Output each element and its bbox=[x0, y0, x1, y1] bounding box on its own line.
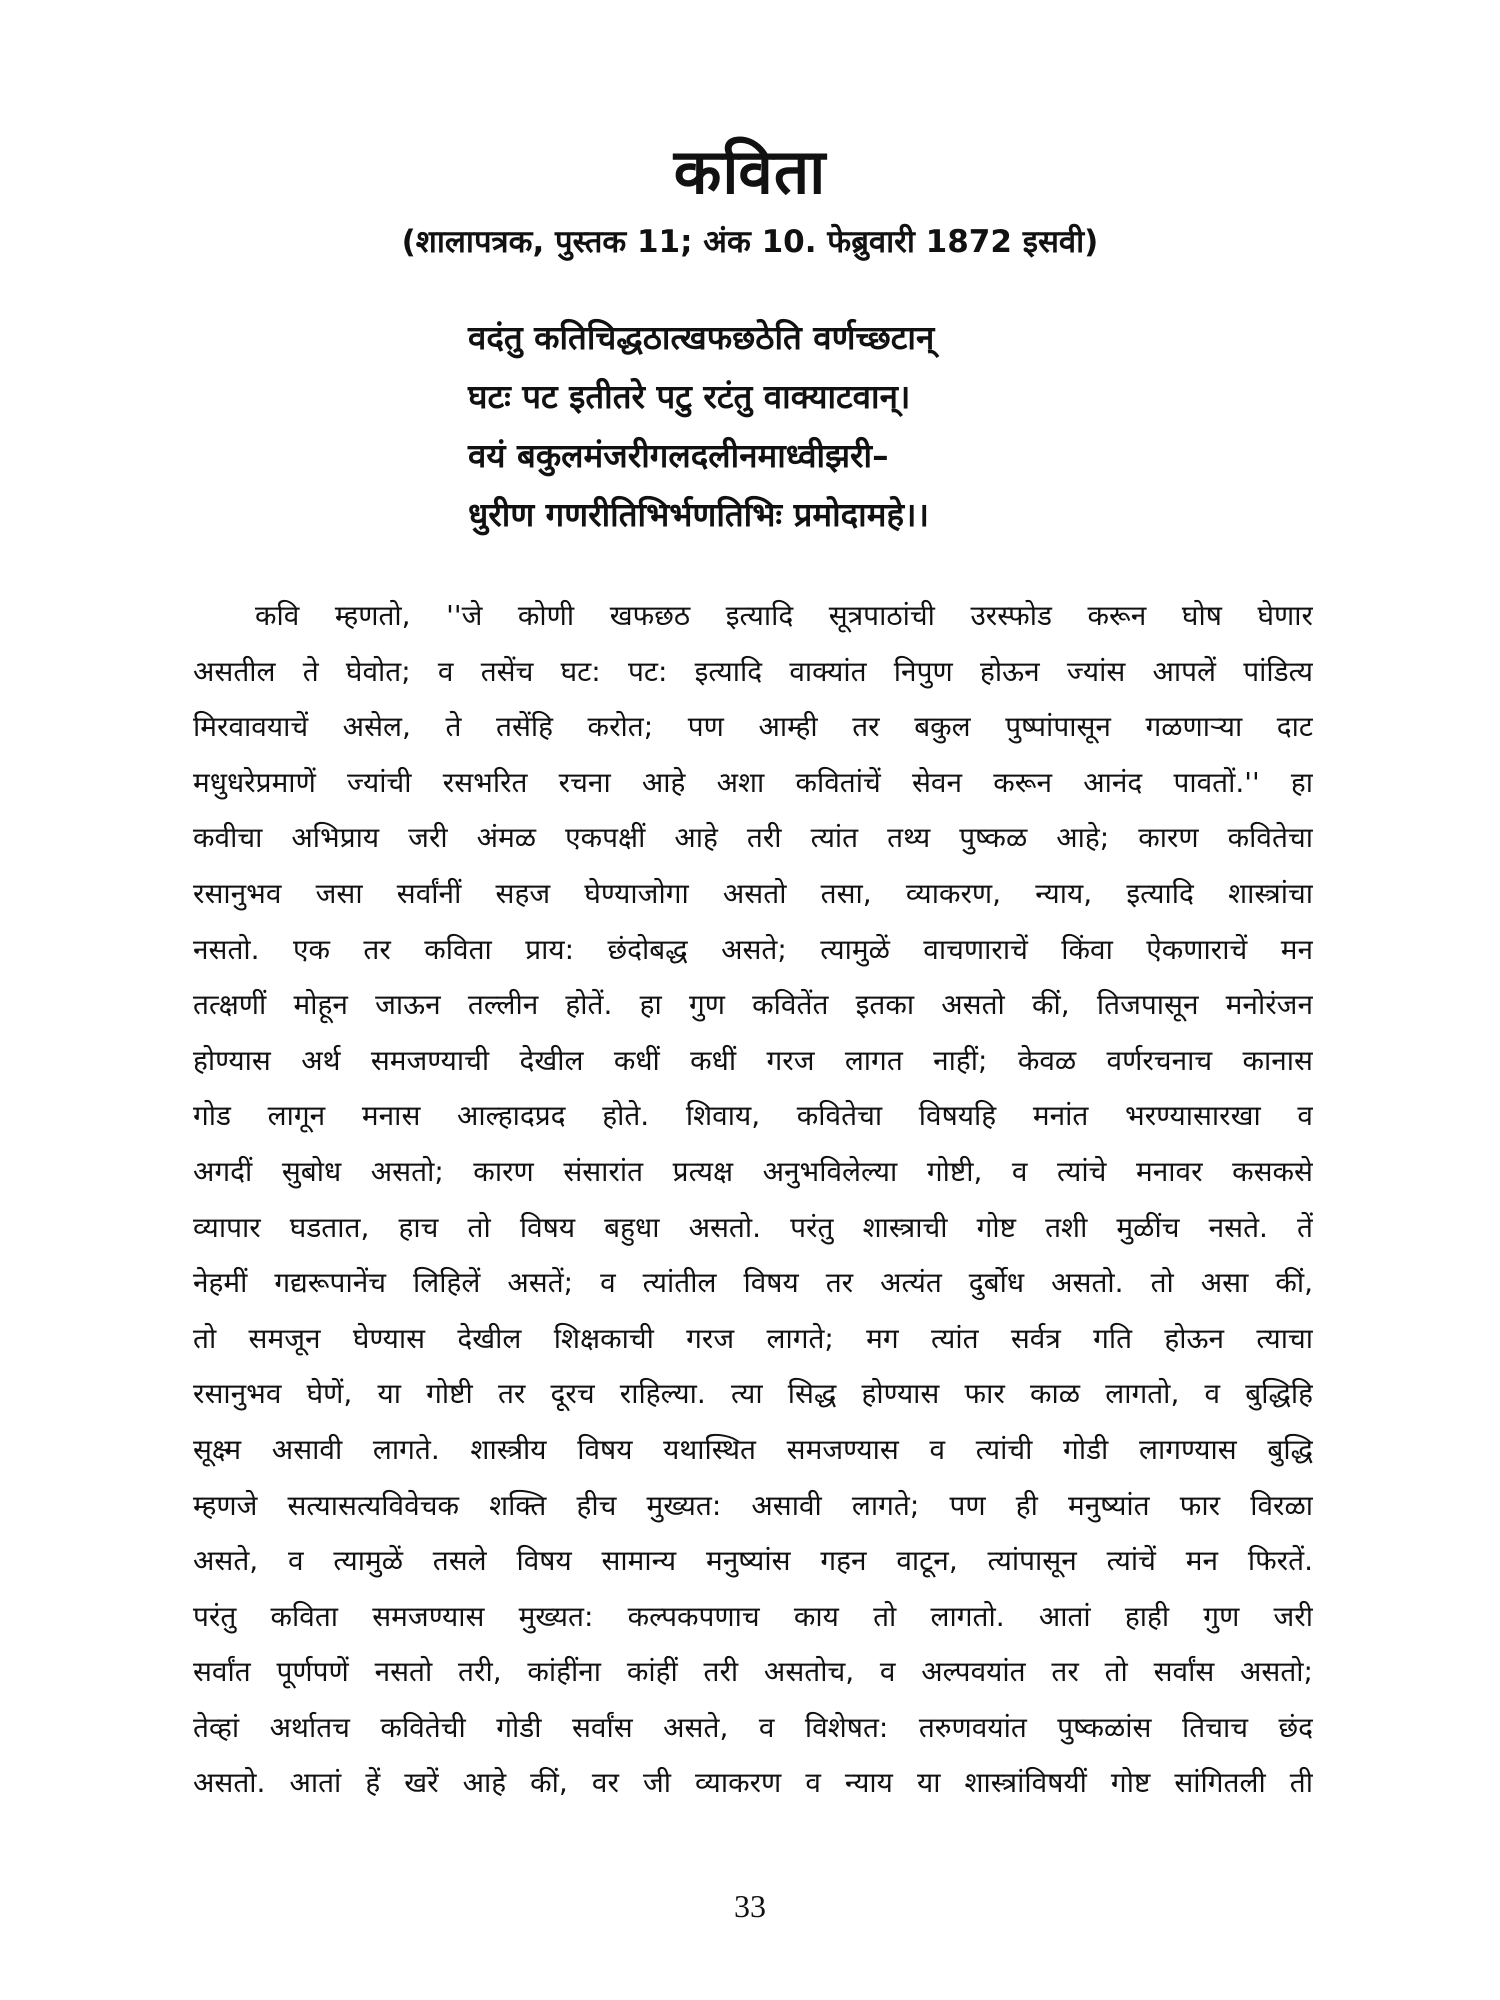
paragraph-line: व्यापार घडतात, हाच तो विषय बहुधा असतो. परंतु शास्त्राची गोष्ट तशी मुळींच नसते. तें bbox=[193, 1210, 1313, 1244]
verse-line: वदंतु कतिचिद्धठात्खफछठेति वर्णच्छटान् bbox=[468, 318, 935, 357]
verse-line: घटः पट इतीतरे पटु रटंतु वाक्याटवान्। bbox=[468, 377, 911, 416]
paragraph-line: मधुधरेप्रमाणें ज्यांची रसभरित रचना आहे अशा कवितांचें सेवन करून आनंद पावतों.'' हा bbox=[193, 765, 1313, 799]
paragraph-line: नसतो. एक तर कविता प्राय: छंदोबद्ध असते; त्यामुळें वाचणाराचें किंवा ऐकणाराचें मन bbox=[193, 932, 1313, 966]
body-paragraph bbox=[193, 588, 1313, 1811]
paragraph-line: म्हणजे सत्यासत्यविवेचक शक्ति हीच मुख्यत: असावी लागते; पण ही मनुष्यांत फार विरळा bbox=[193, 1488, 1313, 1522]
source-citation: (शालापत्रक, पुस्तक 11; अंक 10. फेब्रुवारी 1872 इसवी) bbox=[401, 224, 1099, 260]
paragraph-line: तत्क्षणीं मोहून जाऊन तल्लीन होतें. हा गुण कवितेंत इतका असतो कीं, तिजपासून मनोरंजन bbox=[193, 988, 1313, 1022]
paragraph-line: अगदीं सुबोध असतो; कारण संसारांत प्रत्यक्ष अनुभविलेल्या गोष्टी, व त्यांचे मनावर कसकसे bbox=[193, 1154, 1313, 1188]
paragraph-line: असतो. आतां हें खरें आहे कीं, वर जी व्याकरण व न्याय या शास्त्रांविषयीं गोष्ट सांगितली ती bbox=[193, 1766, 1313, 1800]
paragraph-line: तो समजून घेण्यास देखील शिक्षकाची गरज लागते; मग त्यांत सर्वत्र गति होऊन त्याचा bbox=[193, 1321, 1313, 1355]
page-title: कविता bbox=[673, 135, 827, 208]
page-number: 33 bbox=[734, 1888, 766, 1924]
paragraph-line: रसानुभव जसा सर्वांनीं सहज घेण्याजोगा असतो तसा, व्याकरण, न्याय, इत्यादि शास्त्रांचा bbox=[193, 876, 1313, 910]
verse-line: धुरीण गणरीतिभिर्भणतिभिः प्रमोदामहे।। bbox=[468, 495, 929, 534]
paragraph-line: असते, व त्यामुळें तसले विषय सामान्य मनुष्यांस गहन वाटून, त्यांपासून त्यांचें मन फिरतें. bbox=[193, 1544, 1313, 1578]
paragraph-line: कवि म्हणतो, ''जे कोणी खफछठ इत्यादि सूत्रपाठांची उरस्फोड करून घोष घेणार bbox=[255, 599, 1313, 632]
paragraph-line: परंतु कविता समजण्यास मुख्यत: कल्पकपणाच काय तो लागतो. आतां हाही गुण जरी bbox=[193, 1599, 1313, 1633]
sanskrit-verse bbox=[468, 308, 1468, 544]
paragraph-line: मिरवावयाचें असेल, ते तसेंहि करोत; पण आम्ही तर बकुल पुष्पांपासून गळणाऱ्या दाट bbox=[193, 710, 1313, 744]
paragraph-line: गोड लागून मनास आल्हादप्रद होते. शिवाय, कवितेचा विषयहि मनांत भरण्यासारखा व bbox=[193, 1099, 1313, 1133]
paragraph-line: तेव्हां अर्थातच कवितेची गोडी सर्वांस असते, व विशेषत: तरुणवयांत पुष्कळांस तिचाच छंद bbox=[193, 1710, 1313, 1744]
paragraph-line: असतील ते घेवोत; व तसेंच घट: पट: इत्यादि वाक्यांत निपुण होऊन ज्यांस आपलें पांडित्य bbox=[193, 654, 1313, 688]
paragraph-line: नेहमीं गद्यरूपानेंच लिहिलें असतें; व त्यांतील विषय तर अत्यंत दुर्बोध असतो. तो असा कीं, bbox=[193, 1266, 1313, 1300]
verse-line: वयं बकुलमंजरीगलदलीनमाध्वीझरी– bbox=[468, 436, 889, 475]
paragraph-line: होण्यास अर्थ समजण्याची देखील कधीं कधीं गरज लागत नाहीं; केवळ वर्णरचनाच कानास bbox=[193, 1043, 1313, 1077]
paragraph-line: कवीचा अभिप्राय जरी अंमळ एकपक्षीं आहे तरी त्यांत तथ्य पुष्कळ आहे; कारण कवितेचा bbox=[193, 821, 1313, 855]
paragraph-line: रसानुभव घेणें, या गोष्टी तर दूरच राहिल्या. त्या सिद्ध होण्यास फार काळ लागतो, व बुद्धिहि bbox=[193, 1377, 1313, 1411]
paragraph-line: सूक्ष्म असावी लागते. शास्त्रीय विषय यथास्थित समजण्यास व त्यांची गोडी लागण्यास बुद्धि bbox=[193, 1432, 1313, 1466]
paragraph-line: सर्वांत पूर्णपणें नसतो तरी, कांहींना कांहीं तरी असतोच, व अल्पवयांत तर तो सर्वांस असतो; bbox=[193, 1655, 1313, 1689]
